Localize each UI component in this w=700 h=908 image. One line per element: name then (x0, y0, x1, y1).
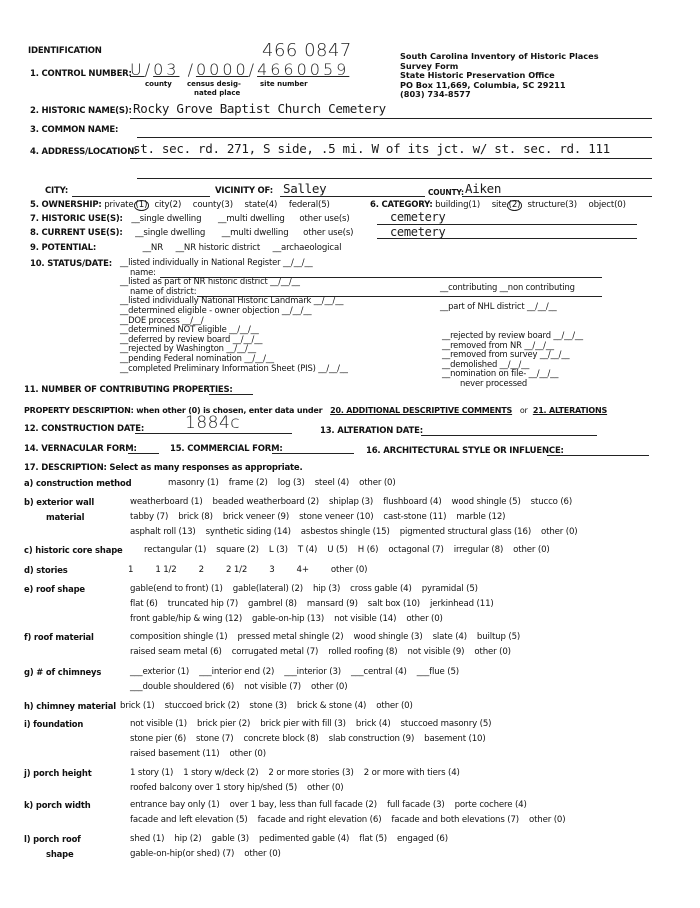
style-field[interactable] (547, 455, 649, 456)
city-label: CITY: (45, 186, 69, 196)
description-option-row (128, 565, 389, 575)
description-option[interactable]: not visible (7) (244, 682, 301, 692)
historic-use-row (30, 214, 350, 224)
description-option[interactable]: other (0) (229, 749, 266, 759)
office-line-5: (803) 734-8577 (400, 89, 471, 100)
status-pis[interactable]: __completed Preliminary Information Sheet (PIS) __/__/__ (120, 362, 348, 373)
description-option[interactable]: brick (1) (120, 701, 155, 711)
vicinity-underline (280, 196, 425, 197)
description-option-row (130, 632, 530, 642)
description-option[interactable]: 2 (198, 565, 204, 575)
description-option[interactable]: brick veneer (9) (222, 512, 290, 522)
description-option[interactable]: stone (3) (249, 701, 287, 711)
description-option[interactable]: ___central (4) (350, 667, 407, 677)
description-option-row (130, 815, 575, 825)
county-field[interactable]: Aiken (465, 181, 502, 196)
description-option[interactable]: other (0) (474, 647, 511, 657)
status-part-nhl[interactable]: __part of NHL district __/__/__ (440, 301, 557, 311)
caption-site: site number (260, 80, 308, 88)
description-option[interactable]: irregular (8) (453, 545, 504, 555)
description-option[interactable]: stone veneer (10) (299, 512, 374, 522)
description-option[interactable]: tabby (7) (130, 512, 169, 522)
description-option[interactable]: flat (6) (130, 599, 158, 609)
description-option-row (144, 545, 560, 555)
separator: / (248, 60, 258, 79)
description-option[interactable]: roofed balcony over 1 story hip/shed (5) (130, 783, 298, 793)
office-line-1: South Carolina Inventory of Historic Places (400, 51, 599, 61)
alteration-date-field[interactable] (421, 435, 597, 436)
current-use-row (30, 228, 353, 238)
status-listed-nhl[interactable]: __listed individually National Historic Landmark __/__/__ (120, 295, 344, 306)
address-field[interactable]: st. sec. rd. 271, S side, .5 mi. W of its jct. w/ st. sec. rd. 111 (133, 141, 610, 156)
description-option-row (130, 512, 515, 522)
description-option[interactable]: full facade (3) (386, 800, 445, 810)
description-option[interactable]: facade and right elevation (6) (257, 815, 382, 825)
description-option[interactable]: hip (2) (174, 834, 202, 844)
common-name-underline (137, 137, 652, 138)
status-doe-process[interactable]: __DOE process __/__/ (120, 314, 204, 325)
description-option-row (130, 682, 357, 692)
description-option[interactable]: other (0) (528, 815, 566, 825)
category-structure[interactable]: structure(3) (527, 200, 577, 210)
description-item-label-cont: material (46, 512, 85, 522)
description-option[interactable]: rolled roofing (8) (328, 647, 398, 657)
description-option-row (130, 584, 488, 594)
description-option[interactable]: front gable/hip & wing (12) (130, 614, 243, 624)
section-title: IDENTIFICATION (28, 46, 102, 56)
category-object[interactable]: object(0) (588, 200, 626, 210)
caption-county: county (145, 80, 172, 88)
current-use-underline (377, 238, 637, 239)
current-use-label: 8. CURRENT USE(S): (30, 228, 123, 238)
description-option[interactable]: beaded weatherboard (2) (212, 497, 319, 507)
contributing-field[interactable] (209, 394, 253, 395)
description-option-row (168, 478, 406, 488)
description-option-row (130, 834, 458, 844)
description-option[interactable]: 2 1/2 (225, 565, 248, 575)
current-use-multi[interactable]: __multi dwelling (221, 228, 289, 238)
description-option[interactable]: stone pier (6) (130, 734, 187, 744)
status-not-eligible[interactable]: __determined NOT eligible __/__/__ (120, 324, 259, 335)
historic-use-single[interactable]: __single dwelling (131, 214, 202, 224)
description-option[interactable]: flushboard (4) (383, 497, 442, 507)
description-option[interactable]: 3 (269, 565, 275, 575)
property-description-text: PROPERTY DESCRIPTION: when other (0) is chosen, enter data under (24, 406, 323, 415)
description-option-row (130, 599, 504, 609)
description-option[interactable]: square (2) (216, 545, 259, 555)
description-option[interactable]: over 1 bay, less than full facade (2) (229, 800, 377, 810)
description-option[interactable]: shiplap (3) (328, 497, 374, 507)
status-name-label: name: (130, 266, 156, 277)
description-option[interactable]: gable-on-hip (13) (252, 614, 325, 624)
option-label: private (104, 200, 134, 210)
potential-archaeological[interactable]: __archaeological (272, 243, 342, 253)
description-option[interactable]: porte cochere (4) (454, 800, 527, 810)
description-option[interactable]: pigmented structural glass (16) (399, 527, 532, 537)
status-removed-survey[interactable]: __removed from survey __/__/__ (442, 349, 570, 360)
description-option-row (130, 527, 587, 537)
current-use-other-label: other use(s) (303, 228, 354, 238)
construction-date-label: 12. CONSTRUCTION DATE: (24, 424, 145, 434)
description-option[interactable]: not visible (1) (130, 719, 187, 729)
county-label: COUNTY: (428, 188, 464, 197)
vernacular-label: 14. VERNACULAR FORM: (24, 444, 137, 454)
description-option-row (130, 749, 276, 759)
description-option[interactable]: other (0) (307, 783, 344, 793)
separator: / (187, 60, 196, 79)
current-use-single[interactable]: __single dwelling (135, 228, 206, 238)
commercial-field[interactable] (272, 453, 354, 454)
current-use-field[interactable]: cemetery (390, 225, 446, 239)
description-option[interactable]: pedimented gable (4) (258, 834, 350, 844)
status-district-underline (197, 296, 602, 297)
description-option[interactable]: brick pier with fill (3) (260, 719, 346, 729)
vicinity-label: VICINITY OF: (215, 186, 273, 196)
description-option[interactable]: stucco (6) (530, 497, 573, 507)
or-text: or (519, 406, 528, 415)
description-option[interactable]: synthetic siding (14) (205, 527, 291, 537)
control-site-number: 4660059 (257, 60, 350, 79)
description-option[interactable]: 1 story w/deck (2) (183, 768, 259, 778)
ownership-row (30, 200, 339, 211)
status-rejected-review[interactable]: __rejected by review board __/__/__ (442, 330, 583, 340)
description-option[interactable]: builtup (5) (476, 632, 521, 642)
historic-name-field[interactable]: Rocky Grove Baptist Church Cemetery (133, 101, 386, 116)
description-option[interactable]: ___interior (3) (284, 667, 341, 677)
address-underline-1 (130, 158, 652, 159)
ownership-city[interactable]: city(2) (154, 200, 182, 210)
description-option[interactable]: salt box (10) (367, 599, 420, 609)
county-underline (462, 196, 652, 197)
description-option[interactable]: stuccoed masonry (5) (400, 719, 492, 729)
description-option[interactable]: not visible (9) (407, 647, 465, 657)
description-option[interactable]: basement (10) (424, 734, 486, 744)
description-item-label: g) # of chimneys (24, 667, 102, 677)
description-option[interactable]: brick & stone (4) (296, 701, 367, 711)
description-option[interactable]: masonry (1) (168, 478, 219, 488)
description-item-label: c) historic core shape (24, 545, 123, 555)
description-item-label: a) construction method (24, 478, 132, 488)
description-option[interactable]: other (0) (244, 849, 281, 859)
ownership-county[interactable]: county(3) (192, 200, 233, 210)
status-pending-federal[interactable]: __pending Federal nomination __/__/__ (120, 352, 274, 363)
description-option-row (130, 768, 470, 778)
description-option[interactable]: other (0) (359, 478, 396, 488)
handwritten-number: 466 0847 (262, 40, 352, 61)
description-option[interactable]: entrance bay only (1) (130, 800, 220, 810)
description-option[interactable]: weatherboard (1) (130, 497, 203, 507)
description-option[interactable]: brick (8) (178, 512, 213, 522)
description-option[interactable]: 1 (128, 565, 134, 575)
office-line-3: State Historic Preservation Office (400, 70, 555, 81)
description-option[interactable]: 1 story (1) (130, 768, 174, 778)
separator: / (144, 60, 154, 79)
address-underline-2 (137, 178, 652, 179)
description-option[interactable]: ___double shouldered (6) (130, 682, 235, 692)
office-line-4: PO Box 11,669, Columbia, SC 29211 (400, 79, 566, 90)
description-option[interactable]: gable(end to front) (1) (130, 584, 223, 594)
potential-nr[interactable]: __NR (142, 243, 164, 253)
category-building[interactable]: building(1) (435, 200, 481, 210)
description-option[interactable]: engaged (6) (397, 834, 448, 844)
description-item-label: i) foundation (24, 719, 84, 729)
description-option[interactable]: jerkinhead (11) (430, 599, 494, 609)
office-line-2: Survey Form (400, 60, 459, 71)
description-option[interactable]: stuccoed brick (2) (164, 701, 240, 711)
status-rejected-washington[interactable]: __rejected by Washington __/__/__ (120, 343, 256, 354)
status-listed-nr[interactable]: __listed individually in National Register __/__/__ (120, 257, 313, 267)
control-county-code-prefix: U (130, 60, 145, 79)
status-label: 10. STATUS/DATE: (30, 259, 112, 269)
description-item-label: b) exterior wall (24, 497, 95, 507)
description-option[interactable]: log (3) (277, 478, 305, 488)
description-item-label: h) chimney material (24, 701, 116, 711)
status-owner-objection[interactable]: __determined eligible - owner objection __/__/__ (120, 304, 312, 315)
description-option[interactable]: corrugated metal (7) (231, 647, 319, 657)
description-option[interactable]: gambrel (8) (248, 599, 297, 609)
description-option-row (130, 783, 353, 793)
historic-use-label: 7. HISTORIC USE(S): (30, 214, 123, 224)
description-option[interactable]: flat (5) (359, 834, 387, 844)
link-additional-comments[interactable]: 20. ADDITIONAL DESCRIPTIVE COMMENTS (330, 406, 513, 415)
description-option[interactable]: 1 1/2 (155, 565, 177, 575)
selected-circle-mark: (2) (508, 200, 521, 210)
description-option-row (130, 719, 501, 729)
description-item-label: j) porch height (24, 768, 92, 778)
description-option[interactable]: mansard (9) (306, 599, 358, 609)
description-option[interactable]: 2 or more with tiers (4) (363, 768, 460, 778)
description-option[interactable]: other (0) (330, 565, 368, 575)
historic-name-label: 2. HISTORIC NAME(S): (30, 106, 132, 116)
description-option[interactable]: raised basement (11) (130, 749, 220, 759)
description-option[interactable]: U (5) (327, 545, 348, 555)
description-option[interactable]: gable (3) (211, 834, 249, 844)
vernacular-field[interactable] (128, 453, 159, 454)
city-underline (72, 196, 210, 197)
description-option[interactable]: ___flue (5) (416, 667, 459, 677)
style-label: 16. ARCHITECTURAL STYLE OR INFLUENCE: (366, 446, 564, 456)
status-nomination-file[interactable]: __nomination on file- __/__/__ (442, 368, 559, 379)
construction-date-underline (135, 433, 292, 434)
description-option[interactable]: raised seam metal (6) (130, 647, 222, 657)
category-label: 6. CATEGORY: (370, 200, 433, 210)
ownership-federal[interactable]: federal(5) (288, 200, 330, 210)
description-option[interactable]: facade and both elevations (7) (391, 815, 519, 825)
control-number-field[interactable] (130, 60, 349, 79)
description-option[interactable]: slab construction (9) (328, 734, 415, 744)
construction-date-field[interactable]: 1884c (185, 413, 241, 433)
description-option[interactable]: octagonal (7) (388, 545, 444, 555)
potential-nr-district[interactable]: __NR historic district (175, 243, 261, 253)
address-label: 4. ADDRESS/LOCATION: (30, 147, 138, 157)
commercial-label: 15. COMMERCIAL FORM: (170, 444, 283, 454)
status-never-processed: never processed (460, 377, 528, 388)
description-option[interactable]: brick (4) (355, 719, 391, 729)
description-option[interactable]: steel (4) (314, 478, 350, 488)
description-option[interactable]: other (0) (513, 545, 550, 555)
description-option-row (130, 647, 521, 657)
property-description-row (24, 406, 607, 415)
historic-name-underline (130, 118, 652, 119)
description-item-label: k) porch width (24, 800, 91, 810)
historic-use-other-label: other use(s) (299, 214, 350, 224)
status-left-list (120, 258, 348, 373)
description-option[interactable]: other (0) (406, 614, 443, 624)
description-option-row (130, 849, 291, 859)
description-option[interactable]: H (6) (357, 545, 379, 555)
description-label: 17. DESCRIPTION: Select as many responses as appropriate. (24, 463, 303, 473)
description-option[interactable]: concrete block (8) (243, 734, 319, 744)
description-option[interactable]: ___interior end (2) (199, 667, 275, 677)
description-option[interactable]: frame (2) (228, 478, 268, 488)
status-removed-nr[interactable]: __removed from NR __/__/__ (442, 339, 554, 350)
description-option-row (120, 701, 423, 711)
description-option[interactable]: other (0) (376, 701, 413, 711)
status-contributing[interactable]: __contributing __non contributing (440, 282, 575, 292)
description-option[interactable]: wood shingle (3) (353, 632, 423, 642)
control-census-place: 0000 (195, 60, 249, 79)
selected-circle-mark: (1) (135, 200, 148, 210)
common-name-label: 3. COMMON NAME: (30, 125, 119, 135)
description-item-label: e) roof shape (24, 584, 85, 594)
description-option[interactable]: stone (7) (196, 734, 234, 744)
description-option[interactable]: pressed metal shingle (2) (237, 632, 344, 642)
description-option[interactable]: gable(lateral) (2) (232, 584, 304, 594)
option-label: site (491, 200, 507, 210)
potential-label: 9. POTENTIAL: (30, 243, 97, 253)
description-option[interactable]: other (0) (541, 527, 578, 537)
control-number-label: 1. CONTROL NUMBER: (30, 69, 132, 79)
ownership-label: 5. OWNERSHIP: (30, 200, 102, 210)
description-option[interactable]: cross gable (4) (350, 584, 412, 594)
description-option-row (130, 497, 582, 507)
description-option[interactable]: pyramidal (5) (421, 584, 478, 594)
status-listed-nr-district[interactable]: __listed as part of NR historic district __/__/__ (120, 276, 300, 287)
description-option[interactable]: L (3) (268, 545, 288, 555)
description-option[interactable]: wood shingle (5) (451, 497, 521, 507)
description-option[interactable]: 2 or more stories (3) (268, 768, 354, 778)
description-option[interactable]: asbestos shingle (15) (300, 527, 390, 537)
description-option[interactable]: other (0) (311, 682, 348, 692)
description-option-row (130, 734, 496, 744)
description-option[interactable]: marble (12) (456, 512, 506, 522)
description-option[interactable]: cast-stone (11) (383, 512, 447, 522)
description-option[interactable]: truncated hip (7) (167, 599, 239, 609)
alteration-date-label: 13. ALTERATION DATE: (320, 426, 423, 436)
description-option[interactable]: ___exterior (1) (130, 667, 190, 677)
description-option[interactable]: hip (3) (313, 584, 341, 594)
description-option[interactable]: composition shingle (1) (130, 632, 228, 642)
vicinity-field[interactable]: Salley (283, 181, 327, 196)
office-block (400, 52, 599, 100)
control-county-code: 03 (153, 60, 180, 79)
description-option[interactable]: facade and left elevation (5) (130, 815, 248, 825)
category-site[interactable] (492, 200, 523, 210)
description-option[interactable]: not visible (14) (334, 614, 397, 624)
description-option-row (130, 614, 453, 624)
status-demolished[interactable]: __demolished __/__/__ (442, 358, 530, 369)
historic-use-field[interactable]: cemetery (390, 210, 446, 224)
contributing-label: 11. NUMBER OF CONTRIBUTING PROPERTIES: (24, 385, 233, 395)
description-option[interactable]: slate (4) (432, 632, 467, 642)
description-option[interactable]: shed (1) (130, 834, 165, 844)
description-option[interactable]: brick pier (2) (196, 719, 251, 729)
potential-row (30, 243, 341, 253)
caption-census-2: nated place (194, 89, 241, 97)
description-option[interactable]: rectangular (1) (144, 545, 207, 555)
description-item-label-cont: shape (46, 849, 74, 859)
status-right-list (442, 331, 583, 389)
ownership-state[interactable]: state(4) (244, 200, 278, 210)
description-option[interactable]: 4+ (296, 565, 309, 575)
status-deferred[interactable]: __deferred by review board __/__/__ (120, 333, 263, 344)
status-name-underline (160, 277, 602, 278)
status-district-name-label: name of district: (130, 285, 197, 296)
caption-census: census desig- (187, 80, 241, 88)
historic-use-multi[interactable]: __multi dwelling (218, 214, 285, 224)
link-alterations[interactable]: 21. ALTERATIONS (532, 406, 608, 415)
description-item-label: d) stories (24, 565, 68, 575)
ownership-private[interactable] (104, 200, 149, 210)
description-option-row (130, 667, 469, 677)
description-item-label: l) porch roof (24, 834, 81, 844)
description-option[interactable]: asphalt roll (13) (130, 527, 196, 537)
description-option[interactable]: gable-on-hip(or shed) (7) (130, 849, 235, 859)
description-item-label: f) roof material (24, 632, 94, 642)
description-option[interactable]: T (4) (297, 545, 318, 555)
description-option-row (130, 800, 537, 810)
